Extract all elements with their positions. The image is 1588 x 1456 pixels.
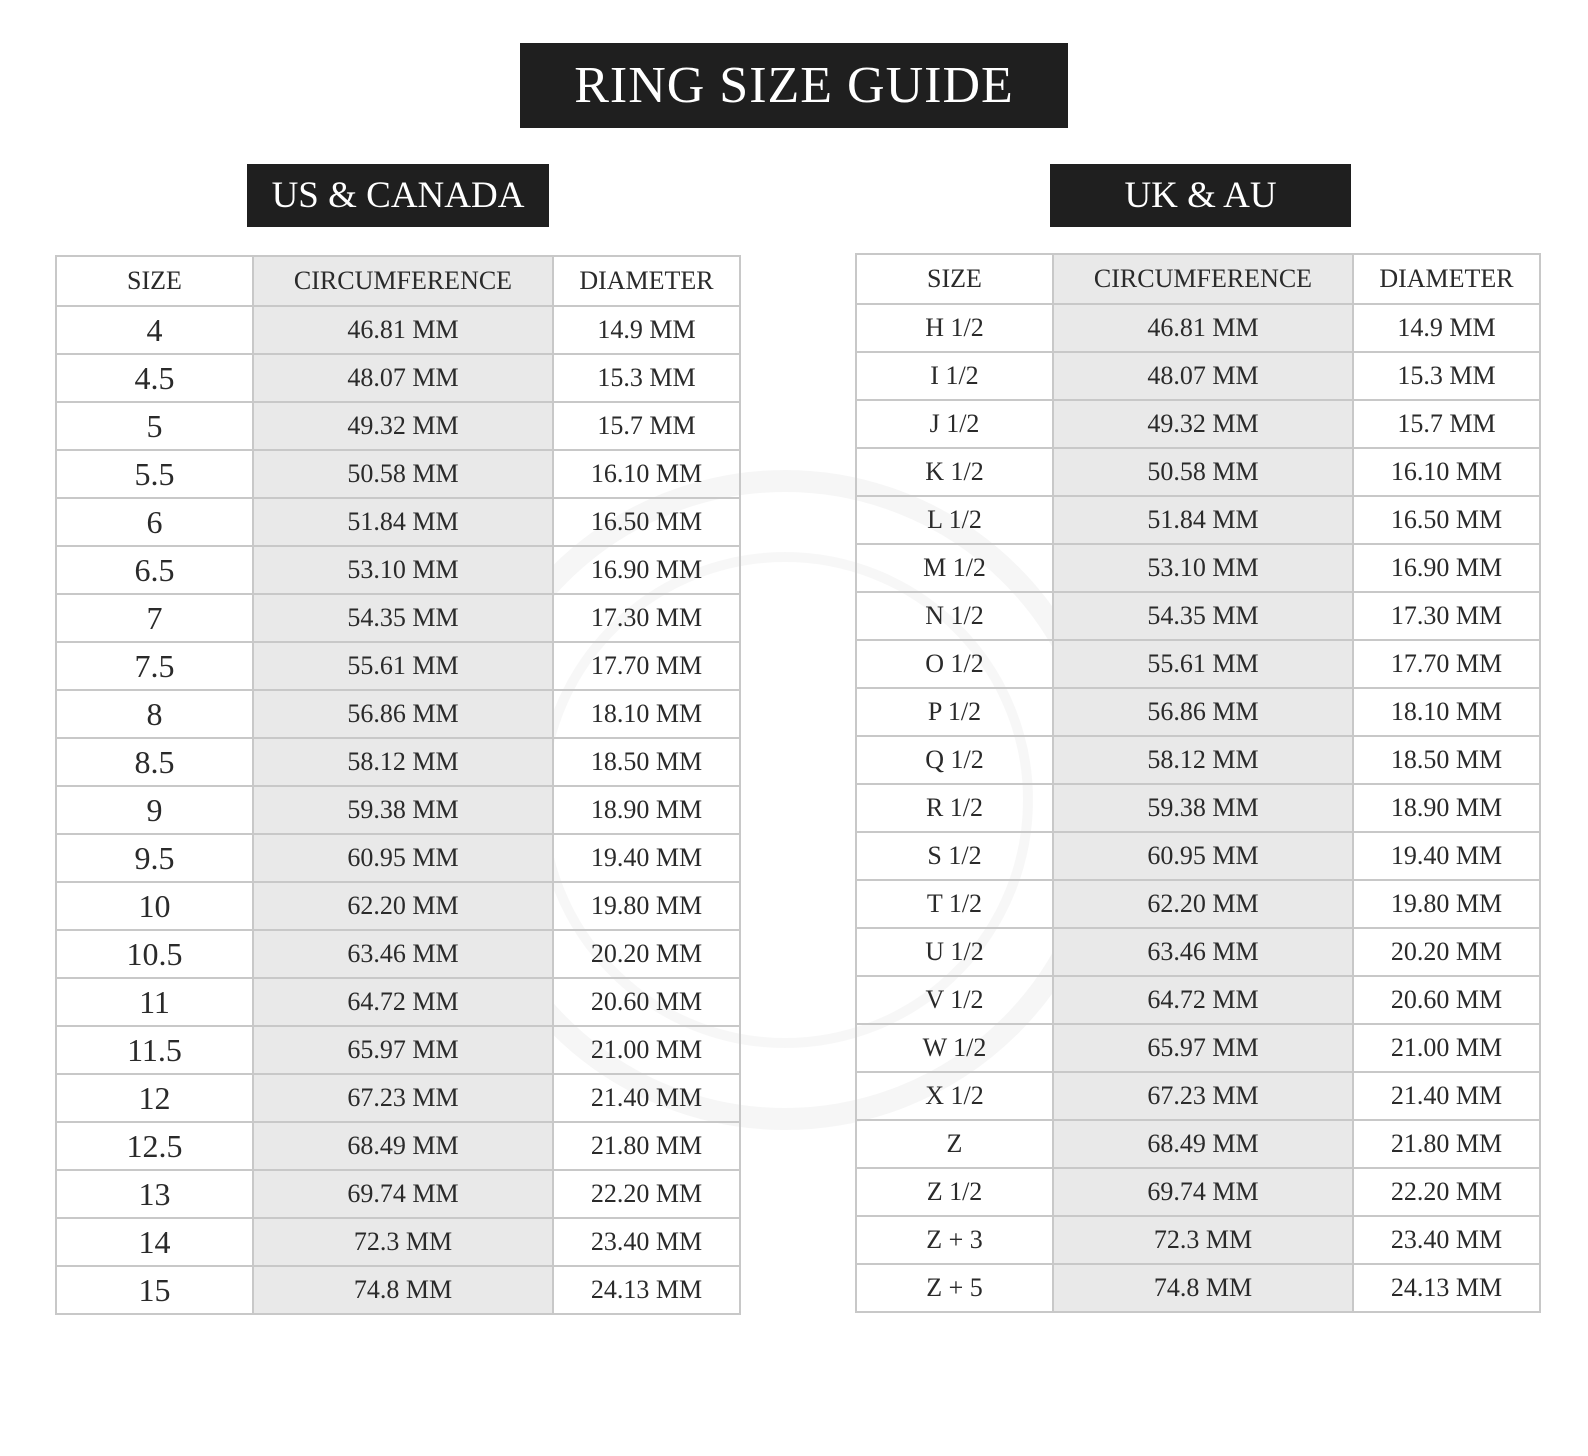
- size-column-header: SIZE: [856, 254, 1053, 304]
- us-canada-size-table: [55, 255, 741, 1315]
- table-row: [856, 1120, 1540, 1168]
- table-row: [856, 1216, 1540, 1264]
- diameter-cell: 19.40 MM: [1353, 832, 1540, 880]
- size-cell: W 1/2: [856, 1024, 1053, 1072]
- diameter-cell: 18.50 MM: [553, 738, 740, 786]
- table-row: [56, 1026, 740, 1074]
- table-row: [56, 1218, 740, 1266]
- diameter-cell: 14.9 MM: [553, 306, 740, 354]
- circumference-cell: 69.74 MM: [1053, 1168, 1353, 1216]
- table-row: [856, 1024, 1540, 1072]
- circumference-cell: 60.95 MM: [253, 834, 553, 882]
- diameter-cell: 17.30 MM: [553, 594, 740, 642]
- circumference-cell: 62.20 MM: [253, 882, 553, 930]
- circumference-cell: 56.86 MM: [1053, 688, 1353, 736]
- table-row: [56, 978, 740, 1026]
- circumference-cell: 54.35 MM: [1053, 592, 1353, 640]
- circumference-cell: 51.84 MM: [1053, 496, 1353, 544]
- size-cell: 8: [56, 690, 253, 738]
- table-row: [56, 690, 740, 738]
- size-cell: 12.5: [56, 1122, 253, 1170]
- size-cell: P 1/2: [856, 688, 1053, 736]
- size-cell: 5: [56, 402, 253, 450]
- circumference-cell: 49.32 MM: [1053, 400, 1353, 448]
- table-row: [856, 544, 1540, 592]
- size-cell: Z 1/2: [856, 1168, 1053, 1216]
- diameter-cell: 16.10 MM: [553, 450, 740, 498]
- table-row: [856, 928, 1540, 976]
- size-cell: 7.5: [56, 642, 253, 690]
- circumference-cell: 62.20 MM: [1053, 880, 1353, 928]
- circumference-cell: 72.3 MM: [1053, 1216, 1353, 1264]
- size-cell: H 1/2: [856, 304, 1053, 352]
- diameter-cell: 16.50 MM: [1353, 496, 1540, 544]
- diameter-cell: 20.60 MM: [553, 978, 740, 1026]
- table-row: [56, 354, 740, 402]
- us-canada-heading: US & CANADA: [247, 164, 549, 227]
- uk-au-size-table: [855, 253, 1541, 1313]
- diameter-cell: 14.9 MM: [1353, 304, 1540, 352]
- size-cell: S 1/2: [856, 832, 1053, 880]
- diameter-cell: 19.80 MM: [1353, 880, 1540, 928]
- size-cell: K 1/2: [856, 448, 1053, 496]
- diameter-cell: 18.50 MM: [1353, 736, 1540, 784]
- circumference-cell: 65.97 MM: [1053, 1024, 1353, 1072]
- circumference-cell: 53.10 MM: [253, 546, 553, 594]
- table-row: [56, 546, 740, 594]
- diameter-cell: 19.80 MM: [553, 882, 740, 930]
- diameter-cell: 18.90 MM: [553, 786, 740, 834]
- circumference-cell: 48.07 MM: [1053, 352, 1353, 400]
- size-column-header: SIZE: [56, 256, 253, 306]
- table-row: [56, 1074, 740, 1122]
- table-row: [56, 594, 740, 642]
- circumference-cell: 59.38 MM: [253, 786, 553, 834]
- circumference-column-header: CIRCUMFERENCE: [1053, 254, 1353, 304]
- size-cell: 11: [56, 978, 253, 1026]
- size-cell: I 1/2: [856, 352, 1053, 400]
- table-row: [856, 832, 1540, 880]
- size-cell: Z + 5: [856, 1264, 1053, 1312]
- size-cell: T 1/2: [856, 880, 1053, 928]
- circumference-cell: 53.10 MM: [1053, 544, 1353, 592]
- diameter-cell: 17.30 MM: [1353, 592, 1540, 640]
- size-cell: 15: [56, 1266, 253, 1314]
- table-row: [56, 642, 740, 690]
- diameter-cell: 18.10 MM: [1353, 688, 1540, 736]
- diameter-cell: 20.20 MM: [1353, 928, 1540, 976]
- diameter-cell: 15.3 MM: [553, 354, 740, 402]
- table-row: [56, 1266, 740, 1314]
- circumference-cell: 50.58 MM: [253, 450, 553, 498]
- size-cell: 14: [56, 1218, 253, 1266]
- diameter-cell: 21.80 MM: [553, 1122, 740, 1170]
- circumference-cell: 51.84 MM: [253, 498, 553, 546]
- table-row: [856, 592, 1540, 640]
- size-cell: N 1/2: [856, 592, 1053, 640]
- size-cell: 6.5: [56, 546, 253, 594]
- table-row: [56, 306, 740, 354]
- circumference-cell: 55.61 MM: [1053, 640, 1353, 688]
- table-row: [56, 450, 740, 498]
- diameter-cell: 15.7 MM: [553, 402, 740, 450]
- size-cell: O 1/2: [856, 640, 1053, 688]
- circumference-cell: 60.95 MM: [1053, 832, 1353, 880]
- table-row: [856, 352, 1540, 400]
- table-row: [56, 498, 740, 546]
- size-cell: 11.5: [56, 1026, 253, 1074]
- circumference-cell: 67.23 MM: [1053, 1072, 1353, 1120]
- size-cell: Q 1/2: [856, 736, 1053, 784]
- diameter-cell: 24.13 MM: [1353, 1264, 1540, 1312]
- diameter-cell: 21.00 MM: [553, 1026, 740, 1074]
- circumference-cell: 68.49 MM: [253, 1122, 553, 1170]
- size-cell: Z + 3: [856, 1216, 1053, 1264]
- diameter-cell: 18.10 MM: [553, 690, 740, 738]
- diameter-cell: 20.20 MM: [553, 930, 740, 978]
- circumference-cell: 50.58 MM: [1053, 448, 1353, 496]
- circumference-cell: 64.72 MM: [1053, 976, 1353, 1024]
- circumference-cell: 56.86 MM: [253, 690, 553, 738]
- table-row: [856, 1264, 1540, 1312]
- size-cell: R 1/2: [856, 784, 1053, 832]
- circumference-cell: 46.81 MM: [1053, 304, 1353, 352]
- circumference-cell: 74.8 MM: [253, 1266, 553, 1314]
- table-row: [856, 304, 1540, 352]
- table-row: [856, 976, 1540, 1024]
- circumference-cell: 65.97 MM: [253, 1026, 553, 1074]
- size-cell: 4: [56, 306, 253, 354]
- size-cell: 9.5: [56, 834, 253, 882]
- uk-au-heading: UK & AU: [1050, 164, 1351, 227]
- circumference-cell: 48.07 MM: [253, 354, 553, 402]
- size-cell: M 1/2: [856, 544, 1053, 592]
- size-cell: U 1/2: [856, 928, 1053, 976]
- size-cell: 5.5: [56, 450, 253, 498]
- circumference-cell: 49.32 MM: [253, 402, 553, 450]
- circumference-cell: 55.61 MM: [253, 642, 553, 690]
- size-cell: 8.5: [56, 738, 253, 786]
- diameter-column-header: DIAMETER: [553, 256, 740, 306]
- circumference-cell: 63.46 MM: [1053, 928, 1353, 976]
- diameter-cell: 17.70 MM: [1353, 640, 1540, 688]
- circumference-cell: 64.72 MM: [253, 978, 553, 1026]
- size-cell: 13: [56, 1170, 253, 1218]
- table-row: [856, 400, 1540, 448]
- diameter-cell: 20.60 MM: [1353, 976, 1540, 1024]
- diameter-cell: 21.40 MM: [1353, 1072, 1540, 1120]
- size-cell: 10.5: [56, 930, 253, 978]
- size-cell: 7: [56, 594, 253, 642]
- size-cell: J 1/2: [856, 400, 1053, 448]
- table-row: [56, 1170, 740, 1218]
- table-row: [856, 448, 1540, 496]
- size-cell: 9: [56, 786, 253, 834]
- diameter-cell: 21.00 MM: [1353, 1024, 1540, 1072]
- diameter-cell: 21.40 MM: [553, 1074, 740, 1122]
- diameter-cell: 22.20 MM: [553, 1170, 740, 1218]
- diameter-column-header: DIAMETER: [1353, 254, 1540, 304]
- size-cell: Z: [856, 1120, 1053, 1168]
- diameter-cell: 16.90 MM: [1353, 544, 1540, 592]
- circumference-cell: 58.12 MM: [1053, 736, 1353, 784]
- table-row: [856, 736, 1540, 784]
- table-row: [56, 834, 740, 882]
- diameter-cell: 23.40 MM: [1353, 1216, 1540, 1264]
- table-row: [856, 640, 1540, 688]
- diameter-cell: 15.3 MM: [1353, 352, 1540, 400]
- table-row: [856, 1072, 1540, 1120]
- size-cell: 6: [56, 498, 253, 546]
- size-cell: 4.5: [56, 354, 253, 402]
- table-header-row: [56, 256, 740, 306]
- size-cell: X 1/2: [856, 1072, 1053, 1120]
- circumference-cell: 74.8 MM: [1053, 1264, 1353, 1312]
- circumference-cell: 59.38 MM: [1053, 784, 1353, 832]
- size-cell: 10: [56, 882, 253, 930]
- diameter-cell: 16.50 MM: [553, 498, 740, 546]
- table-row: [856, 1168, 1540, 1216]
- circumference-cell: 46.81 MM: [253, 306, 553, 354]
- table-row: [856, 784, 1540, 832]
- diameter-cell: 22.20 MM: [1353, 1168, 1540, 1216]
- circumference-cell: 58.12 MM: [253, 738, 553, 786]
- diameter-cell: 18.90 MM: [1353, 784, 1540, 832]
- diameter-cell: 16.90 MM: [553, 546, 740, 594]
- table-row: [56, 402, 740, 450]
- table-row: [856, 880, 1540, 928]
- circumference-cell: 54.35 MM: [253, 594, 553, 642]
- table-row: [56, 1122, 740, 1170]
- diameter-cell: 17.70 MM: [553, 642, 740, 690]
- diameter-cell: 16.10 MM: [1353, 448, 1540, 496]
- diameter-cell: 21.80 MM: [1353, 1120, 1540, 1168]
- table-row: [856, 496, 1540, 544]
- diameter-cell: 15.7 MM: [1353, 400, 1540, 448]
- table-row: [56, 786, 740, 834]
- size-cell: 12: [56, 1074, 253, 1122]
- circumference-cell: 72.3 MM: [253, 1218, 553, 1266]
- circumference-cell: 63.46 MM: [253, 930, 553, 978]
- table-row: [56, 930, 740, 978]
- diameter-cell: 24.13 MM: [553, 1266, 740, 1314]
- circumference-cell: 67.23 MM: [253, 1074, 553, 1122]
- diameter-cell: 19.40 MM: [553, 834, 740, 882]
- circumference-column-header: CIRCUMFERENCE: [253, 256, 553, 306]
- table-row: [56, 738, 740, 786]
- size-cell: L 1/2: [856, 496, 1053, 544]
- page-title: RING SIZE GUIDE: [520, 43, 1068, 128]
- diameter-cell: 23.40 MM: [553, 1218, 740, 1266]
- circumference-cell: 69.74 MM: [253, 1170, 553, 1218]
- table-row: [856, 688, 1540, 736]
- circumference-cell: 68.49 MM: [1053, 1120, 1353, 1168]
- size-cell: V 1/2: [856, 976, 1053, 1024]
- table-header-row: [856, 254, 1540, 304]
- table-row: [56, 882, 740, 930]
